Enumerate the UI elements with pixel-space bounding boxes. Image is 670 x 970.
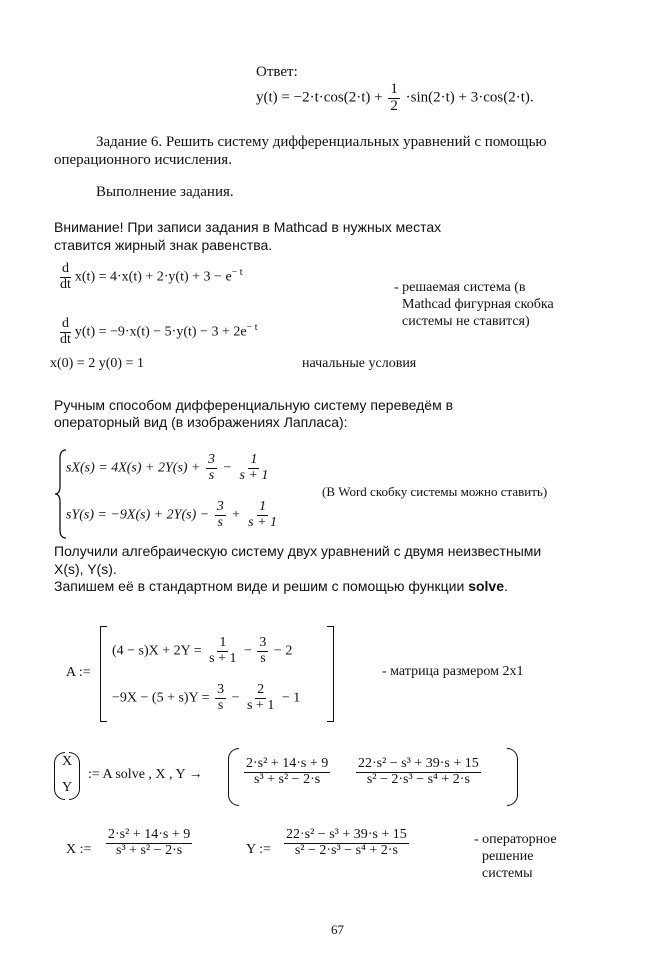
matrix-row2-f2 <box>245 683 276 713</box>
ode-eq1 <box>56 262 243 292</box>
ode-eq2-exp: − t <box>246 321 258 333</box>
laplace-eq1-f1-num: 3 <box>208 452 215 467</box>
received-line1: Получили алгебраическую систему двух уравнений с двумя неизвестными <box>54 543 542 559</box>
answer-part2: ·sin(2·t) + 3·cos(2·t). <box>405 89 534 106</box>
task-line2: операционного исчисления. <box>54 152 232 168</box>
vector-top: X <box>62 754 73 769</box>
ode-d2: d <box>61 316 69 331</box>
matrix-row2-f1-num: 3 <box>217 682 225 697</box>
matrix-row1 <box>112 636 292 666</box>
matrix-row1-f2-num: 3 <box>259 635 267 650</box>
solve-r2-num: 22·s² − s³ + 39·s + 15 <box>358 756 479 771</box>
matrix-row1-f1-num: 1 <box>219 635 227 650</box>
system-note3: системы не ставится) <box>402 314 530 329</box>
solve-r1 <box>242 757 332 787</box>
matrix-row1-minus: − <box>244 643 252 659</box>
matrix-row1-f2 <box>257 636 268 666</box>
laplace-eq1-f2 <box>237 453 270 483</box>
laplace-eq2-f1-den: s <box>217 514 223 530</box>
ode-eq2-derivative <box>58 317 73 347</box>
answer-frac-den: 2 <box>390 97 398 114</box>
ode-d: d <box>61 261 69 276</box>
matrix-left-bracket <box>100 626 107 722</box>
laplace-eq1-f1 <box>206 453 217 483</box>
matrix-row2-minus: − <box>231 690 240 706</box>
task-line1: Задание 6. Решить систему дифференциальных уравнений с помощью <box>96 134 547 150</box>
matrix-row1-f1 <box>207 636 238 666</box>
matrix-row2-tail: − 1 <box>281 690 301 706</box>
answer-frac-num: 1 <box>390 81 398 97</box>
solve-r1-frac <box>244 757 330 787</box>
result-y <box>282 828 411 858</box>
matrix-row2 <box>112 683 300 713</box>
result-y-num: 22·s² − s³ + 39·s + 15 <box>286 827 407 842</box>
laplace-intro-line1: Ручным способом дифференциальную систему переведём в <box>54 397 454 413</box>
ode-eq2 <box>56 317 257 347</box>
matrix-name: A := <box>66 665 91 680</box>
matrix-row2-f2-den: s + 1 <box>246 697 275 713</box>
result-note2: решение <box>482 849 534 864</box>
matrix-row2-left: −9X − (5 + s)Y = <box>112 690 210 706</box>
received-line2: X(s), Y(s). <box>54 561 117 577</box>
result-note1: - операторное <box>474 832 557 847</box>
laplace-eq1 <box>66 453 272 483</box>
system-note1: - решаемая система (в <box>394 280 526 295</box>
ode-eq1-text: x(t) = 4·x(t) + 2·y(t) + 3 − e <box>74 269 232 285</box>
matrix-note: - матрица размером 2x1 <box>382 664 524 679</box>
laplace-eq1-f2-num: 1 <box>250 452 258 467</box>
matrix-row1-f1-den: s + 1 <box>209 650 237 666</box>
laplace-intro-line2: операторный вид (в изображениях Лапласа): <box>54 414 348 430</box>
word-note: (В Word скобку системы можно ставить) <box>322 484 548 499</box>
result-x-label: X := <box>66 842 92 857</box>
warning-line2: ставится жирный знак равенства. <box>54 237 273 253</box>
answer-formula <box>256 82 534 115</box>
solve-command: := A solve , X , Y → <box>88 767 203 782</box>
laplace-eq2 <box>66 500 281 530</box>
matrix-row2-f1-den: s <box>217 697 224 713</box>
result-y-frac <box>284 828 409 858</box>
vector-bottom: Y <box>62 780 73 795</box>
result-left-paren <box>228 748 239 806</box>
received-line3 <box>54 578 508 594</box>
solve-keyword: solve <box>468 578 505 594</box>
initial-label: начальные условия <box>302 356 417 371</box>
laplace-eq2-left: sY(s) = −9X(s) + 2Y(s) − <box>66 507 210 523</box>
result-y-den: s² − 2·s³ − s⁴ + 2·s <box>294 842 398 858</box>
solve-r2-den: s² − 2·s³ − s⁴ + 2·s <box>366 771 470 787</box>
received-line3-post: . <box>504 578 508 594</box>
answer-label: Ответ: <box>256 64 298 80</box>
matrix-row2-f1 <box>215 683 226 713</box>
laplace-eq2-f2 <box>246 500 279 530</box>
result-x-den: s³ + s² − 2·s <box>116 842 183 858</box>
solve-r2-frac <box>356 757 481 787</box>
solve-r2 <box>354 757 483 787</box>
warning-line1: Внимание! При записи задания в Mathcad в нужных местах <box>54 219 442 235</box>
answer-part1: −2·t·cos(2·t) + <box>293 89 383 106</box>
laplace-eq1-f1-den: s <box>208 467 215 483</box>
laplace-eq1-left: sX(s) = 4X(s) + 2Y(s) + <box>66 460 201 476</box>
result-y-label: Y := <box>246 842 271 857</box>
result-right-paren <box>507 748 518 806</box>
solve-r1-den: s³ + s² − 2·s <box>254 771 321 787</box>
matrix-row1-left: (4 − s)X + 2Y = <box>112 643 202 659</box>
ode-dt2: dt <box>60 331 71 347</box>
laplace-eq2-f2-num: 1 <box>259 499 267 514</box>
laplace-eq1-minus: − <box>222 460 232 476</box>
laplace-eq2-f1 <box>215 500 226 530</box>
ode-eq2-text: y(t) = −9·x(t) − 5·y(t) − 3 + 2e <box>74 324 247 340</box>
laplace-eq2-f2-den: s + 1 <box>248 514 278 530</box>
received-line3-pre: Запишем её в стандартном виде и решим с помощью функции <box>54 578 469 594</box>
solve-r1-num: 2·s² + 14·s + 9 <box>246 756 329 771</box>
ode-eq1-exp: − t <box>231 266 243 278</box>
system-note2: Mathcad фигурная скобка <box>402 297 554 312</box>
answer-lhs: y(t) = <box>256 89 290 106</box>
laplace-eq2-plus: + <box>231 507 241 523</box>
result-x-num: 2·s² + 14·s + 9 <box>108 827 191 842</box>
ode-dt: dt <box>60 276 71 292</box>
result-x-frac <box>106 828 192 858</box>
matrix-row1-f2-den: s <box>260 650 266 666</box>
matrix-row1-tail: − 2 <box>273 643 293 659</box>
laplace-eq1-f2-den: s + 1 <box>239 467 269 483</box>
ode-eq1-derivative <box>58 262 73 292</box>
initial-conditions: x(0) = 2 y(0) = 1 <box>50 356 144 371</box>
result-note3: системы <box>482 866 533 881</box>
result-x <box>104 828 194 858</box>
task-execution: Выполнение задания. <box>96 184 234 200</box>
page-number: 67 <box>331 922 344 937</box>
answer-fraction <box>388 82 400 115</box>
matrix-row2-f2-num: 2 <box>257 682 265 697</box>
laplace-eq2-f1-num: 3 <box>216 499 224 514</box>
matrix-right-bracket <box>327 626 334 722</box>
